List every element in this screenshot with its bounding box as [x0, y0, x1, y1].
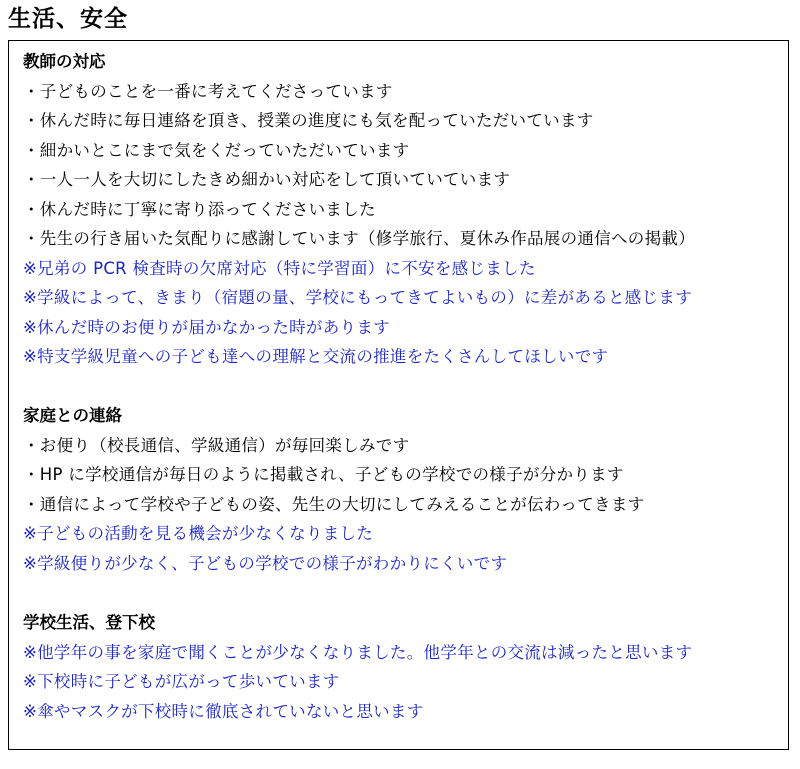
note-item: ※他学年の事を家庭で聞くことが少なくなりました。他学年との交流は減ったと思います — [23, 642, 693, 662]
note-item: ※学級便りが少なく、子どもの学校での様子がわかりにくいです — [23, 553, 508, 573]
list-item: ・一人一人を大切にしたきめ細かい対応をして頂いていています — [23, 170, 511, 189]
note-item: ※下校時に子どもが広がって歩いています — [23, 672, 340, 691]
section-teacher-response — [23, 47, 782, 372]
list-item: ・通信によって学校や子どもの姿、先生の大切にしてみえることが伝わってきます — [23, 494, 645, 514]
list-item: ・先生の行き届いた気配りに感謝しています（修学旅行、夏休み作品展の通信への掲載） — [23, 229, 695, 248]
list-item: ・休んだ時に丁寧に寄り添ってくださいました — [23, 199, 376, 219]
section-school-life-commute — [23, 608, 782, 726]
content-box — [8, 40, 789, 750]
note-item: ※休んだ時のお便りが届かなかった時があります — [23, 317, 390, 337]
note-item: ※子どもの活動を見る機会が少なくなりました — [23, 524, 374, 543]
list-item: ・細かいとこにまで気をくだっていただいています — [23, 140, 410, 160]
list-item: ・子どものことを一番に考えてくださっています — [23, 81, 393, 101]
page-title: 生活、安全 — [8, 6, 128, 32]
list-item: ・お便り（校長通信、学級通信）が毎回楽しみです — [23, 435, 410, 455]
section-home-contact — [23, 401, 782, 578]
note-item: ※特支学級児童への子ども達への理解と交流の推進をたくさんしてほしいです — [23, 347, 609, 366]
note-item: ※学級によって、きまり（宿題の量、学校にもってきてよいもの）に差があると感じます — [23, 288, 692, 307]
list-item: ・HP に学校通信が毎日のように掲載され、子どもの学校での様子が分かります — [23, 465, 624, 484]
section-heading: 学校生活、登下校 — [23, 613, 155, 632]
section-heading: 家庭との連絡 — [23, 406, 122, 425]
note-item: ※兄弟の PCR 検査時の欠席対応（特に学習面）に不安を感じました — [23, 258, 536, 278]
section-heading: 教師の対応 — [23, 52, 106, 71]
list-item: ・休んだ時に毎日連絡を頂き、授業の進度にも気を配っていただいています — [23, 111, 594, 130]
note-item: ※傘やマスクが下校時に徹底されていないと思います — [23, 701, 424, 721]
